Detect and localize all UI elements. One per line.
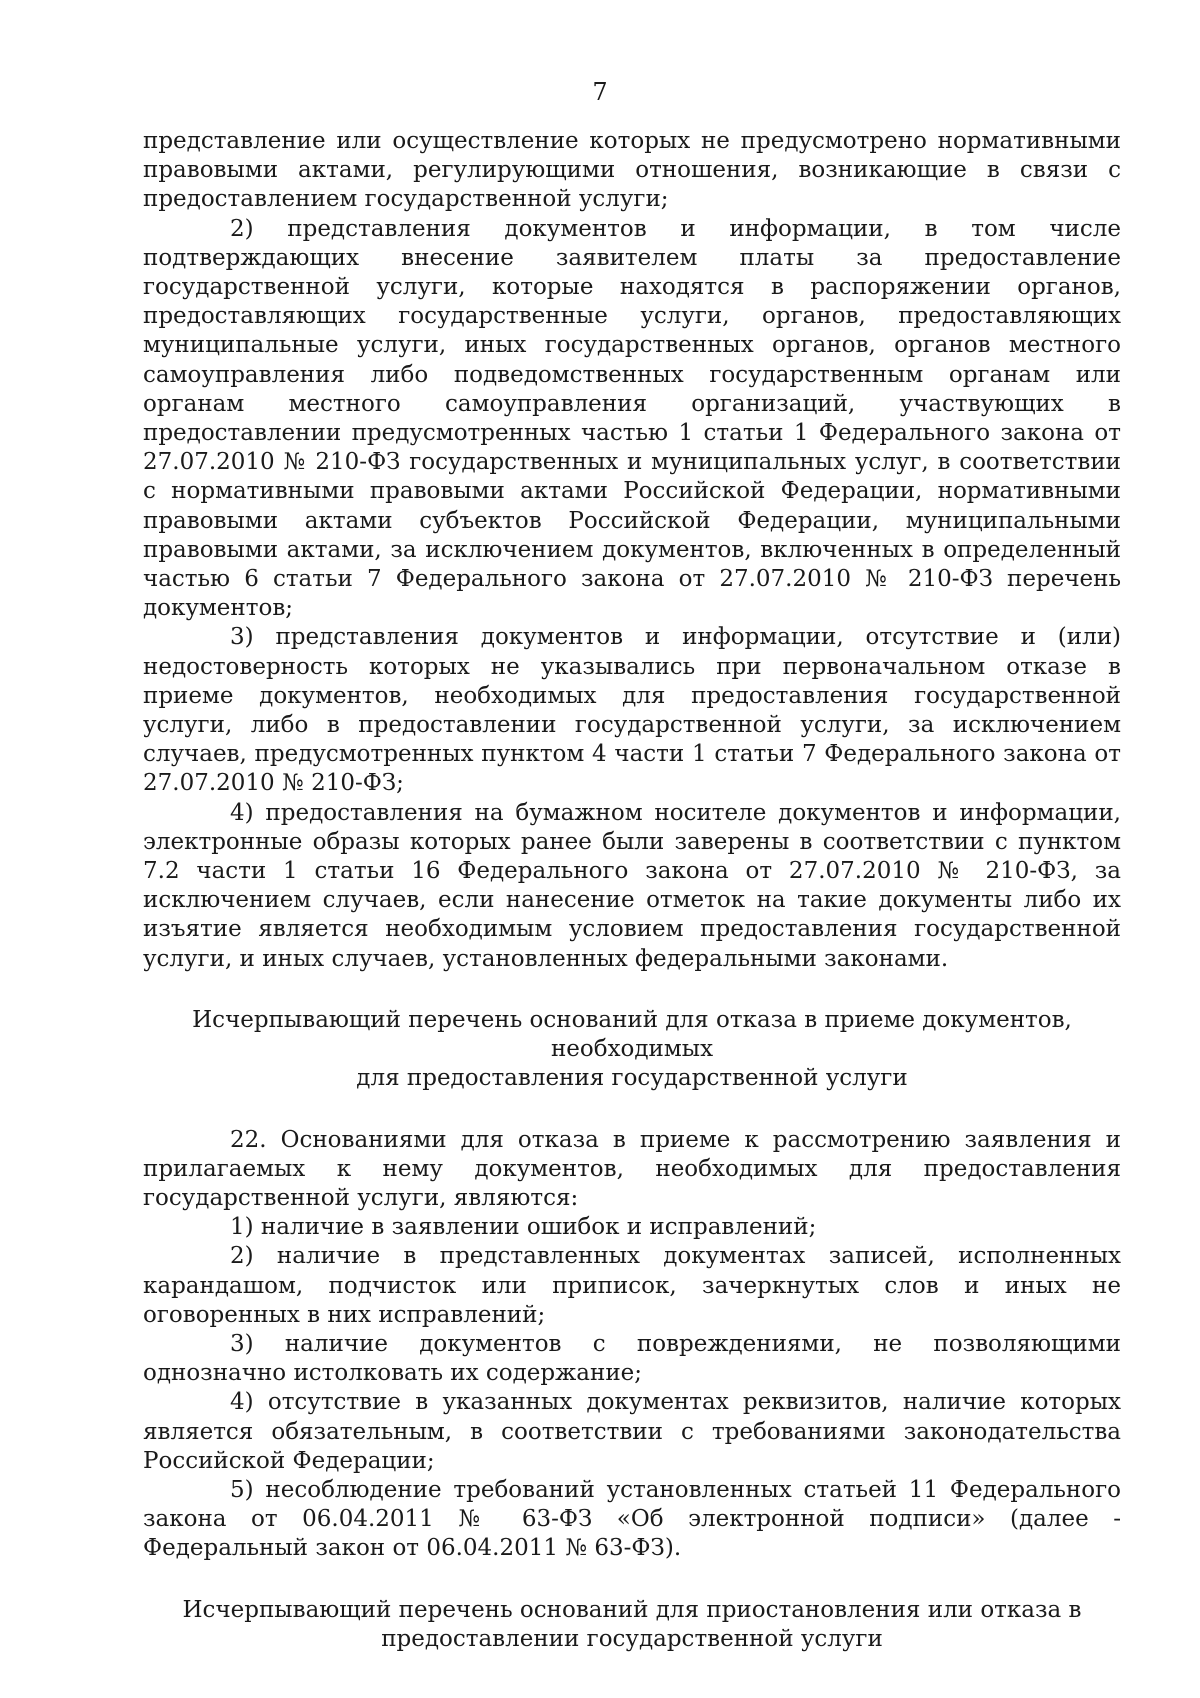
section-grounds-list	[143, 1126, 1121, 1564]
section-heading-refusal-reception	[143, 1006, 1121, 1094]
ground-item-3: 3) наличие документов с повреждениями, не позволяющими однозначно истолковать их содержание;	[143, 1330, 1121, 1387]
paragraph-22: 22. Основаниями для отказа в приеме к рассмотрению заявления и прилагаемых к нему документов, необходимых для предоставления государственной услуги, являются:	[143, 1126, 1121, 1211]
heading-line-1: Исчерпывающий перечень оснований для отказа в приеме документов, необходимых	[192, 1006, 1072, 1063]
heading-line-1: Исчерпывающий перечень оснований для приостановления или отказа в	[182, 1596, 1082, 1623]
list-item-2: 2) представления документов и информации, в том числе подтверждающих внесение заявителем платы за предоставление государственной услуги, которые находятся в распоряжении органов, предоставляющих государственные услуги, органов, предоставляющих муниципальные услуги, иных государственных органов, органов местного самоуправления либо подведомственных государственным органам или органам местного самоуправления организаций, участвующих в предоставлении предусмотренных частью 1 статьи 1 Федерального закона от 27.07.2010 № 210-ФЗ государственных и муниципальных услуг, в соответствии с нормативными правовыми актами Российской Федерации, нормативными правовыми актами субъектов Российской Федерации, муниципальными правовыми актами, за исключением документов, включенных в определенный частью 6 статьи 7 Федерального закона от 27.07.2010 № 210-ФЗ перечень документов;	[143, 215, 1121, 622]
list-item-3: 3) представления документов и информации, отсутствие и (или) недостоверность которых не указывались при первоначальном отказе в приеме документов, необходимых для предоставления государственной услуги, либо в предоставлении государственной услуги, за исключением случаев, предусмотренных пунктом 4 части 1 статьи 7 Федерального закона от 27.07.2010 № 210-ФЗ;	[143, 624, 1121, 797]
paragraph-continuation: представление или осуществление которых не предусмотрено нормативными правовыми актами, регулирующими отношения, возникающие в связи с предоставлением государственной услуги;	[143, 128, 1121, 213]
ground-item-4: 4) отсутствие в указанных документах реквизитов, наличие которых является обязательным, в соответствии с требованиями законодательства Российской Федерации;	[143, 1389, 1121, 1474]
section-heading-suspension	[143, 1596, 1121, 1654]
list-item-4: 4) предоставления на бумажном носителе документов и информации, электронные образы которых ранее были заверены в соответствии с пунктом 7.2 части 1 статьи 16 Федерального закона от 27.07.2010 № 210-ФЗ, за исключением случаев, если нанесение отметок на такие документы либо их изъятие является необходимым условием предоставления государственной услуги, и иных случаев, установленных федеральными законами.	[143, 799, 1121, 972]
ground-item-5: 5) несоблюдение требований установленных статьей 11 Федерального закона от 06.04.2011 № 63-ФЗ «Об электронной подписи» (далее - Федеральный закон от 06.04.2011 № 63-ФЗ).	[143, 1476, 1121, 1562]
ground-item-2: 2) наличие в представленных документах записей, исполненных карандашом, подчисток или приписок, зачеркнутых слов и иных не оговоренных в них исправлений;	[143, 1243, 1121, 1328]
ground-item-1: 1) наличие в заявлении ошибок и исправлений;	[230, 1214, 817, 1241]
heading-line-2: предоставлении государственной услуги	[381, 1625, 883, 1652]
heading-line-2: для предоставления государственной услуги	[356, 1065, 908, 1092]
document-body	[143, 127, 1121, 1654]
page-number: 7	[592, 78, 608, 106]
